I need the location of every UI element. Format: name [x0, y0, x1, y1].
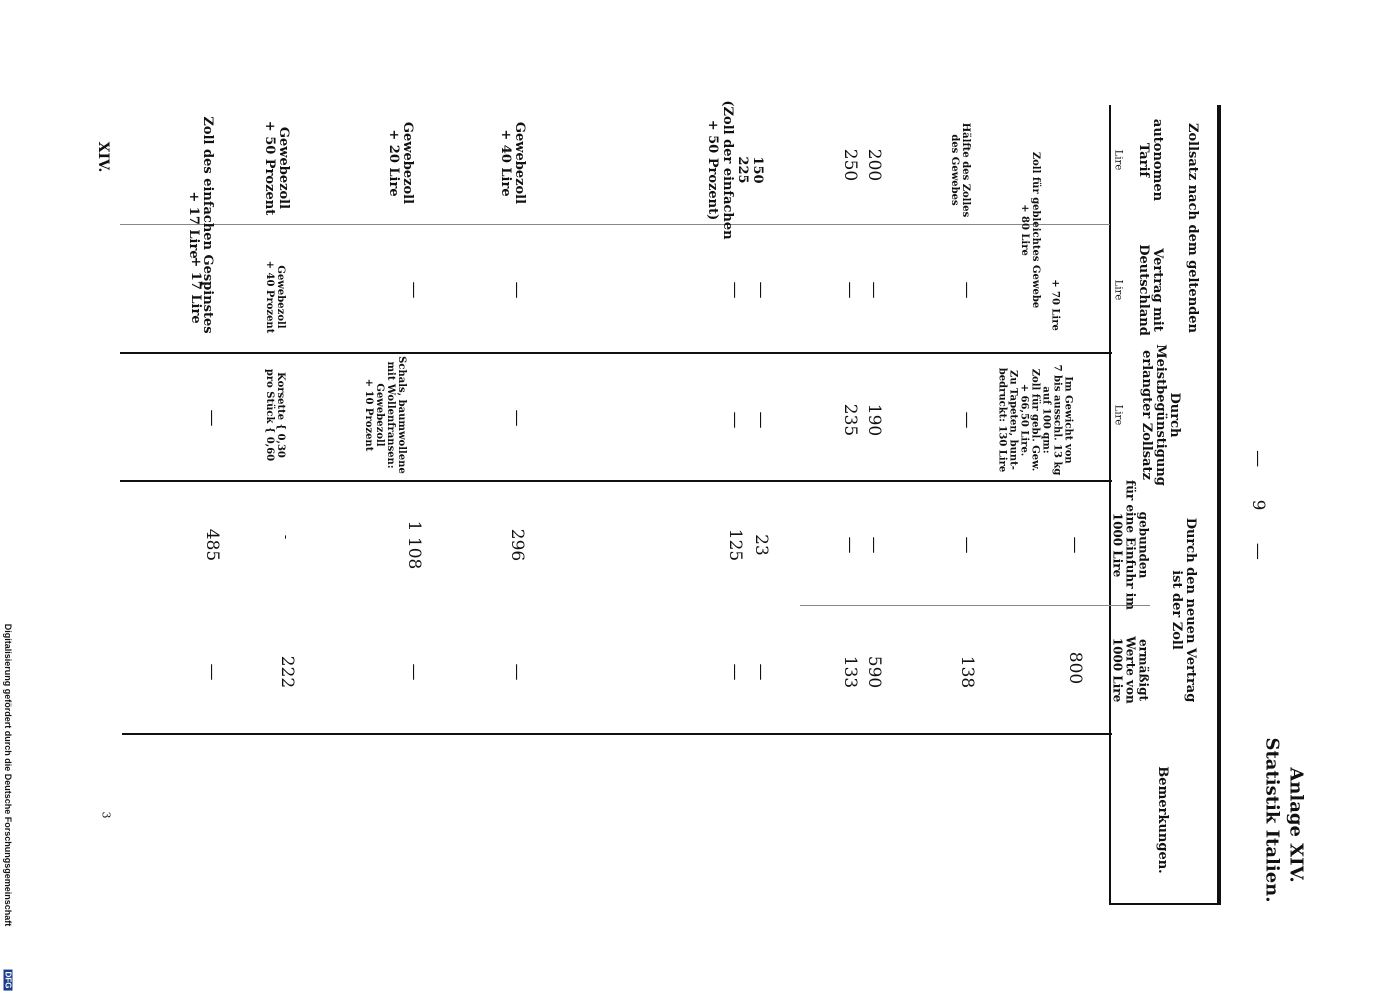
page-number: — 9 — [1248, 450, 1268, 560]
col-divider-2 [120, 480, 1112, 482]
row-5-autonomous: Gewebezoll + 20 Lire [386, 121, 415, 205]
row-7-reduced: — [202, 663, 222, 681]
row-2-bound: — — [840, 536, 884, 554]
row-2-reduced: 590 133 [840, 655, 884, 689]
row-3-bound: 23 125 [725, 528, 771, 562]
col-divider-1 [120, 352, 1112, 354]
header-reduced: ermäßigt Werte von 1000 Lire [1110, 636, 1151, 704]
row-3-reduced: — — [725, 663, 771, 681]
row-5-treaty: — [404, 281, 424, 299]
header-remarks: Bemerkungen. [1155, 766, 1170, 874]
row-5-reduced: — [404, 663, 424, 681]
unit-treaty: Lire [1112, 279, 1124, 301]
row-3-treaty: — — [725, 281, 771, 299]
header-treaty-de: Vertrag mit Deutschland [1136, 244, 1165, 336]
row-3-autonomous: 150 225 (Zoll der einfachen + 50 Prozent) [705, 100, 765, 240]
sheet-number: 3 [99, 811, 113, 819]
col-divider-3 [122, 733, 1112, 735]
table-top-rule [1217, 105, 1221, 905]
header-autonomous: autonomen Tarif [1136, 118, 1165, 202]
row-6-autonomous: Gewebezoll + 50 Prozent [262, 120, 291, 216]
row-3-mfn: — — [725, 411, 771, 429]
row-1-reduced: 138 [957, 655, 977, 689]
thin-divider-autonomous [120, 224, 1110, 225]
row-2-treaty: — — [840, 281, 884, 299]
sheet-mark: XIV. [95, 141, 111, 173]
unit-mfn: Lire [1112, 404, 1124, 426]
row-0-bound: — [1065, 536, 1085, 554]
row-7-treaty: + 17 Lire [188, 256, 203, 324]
row-1-treaty: — [957, 281, 977, 299]
table-right-rule [1109, 903, 1221, 905]
row-0-autonomous: Zoll für gebleichtes Gewebe + 80 Lire [1019, 151, 1041, 309]
row-0-treaty: + 70 Lire [1049, 279, 1061, 331]
row-4-treaty: — [507, 281, 527, 299]
row-2-mfn: 190 235 [840, 403, 884, 437]
page-subtitle: Statistik Italien. [1261, 737, 1283, 903]
row-4-mfn: — [507, 409, 527, 427]
row-1-autonomous: Hälfte des Zolles des Gewebes [949, 122, 971, 218]
dfg-logo: DFG [3, 971, 13, 989]
row-1-bound: — [957, 536, 977, 554]
row-6-treaty: Gewebezoll + 40 Prozent [264, 260, 286, 334]
row-4-autonomous: Gewebezoll + 40 Lire [498, 121, 527, 205]
header-group-new: Durch den neuen Vertrag ist der Zoll [1169, 517, 1198, 703]
header-mfn: Durch Meistbegünstigung erlangter Zollsatz [1139, 344, 1182, 486]
row-5-mfn: Schals, baumwollene mit Wollenfransen: Gewebezoll + 10 Prozent [363, 356, 407, 474]
row-1-mfn: — [957, 411, 977, 429]
row-0-mfn: Im Gewicht von 7 bis ausschl. 13 kg auf 100 qm: Zoll für gebl. Gew. + 66,50 Lire. Zu Tapeten, bunt- bedruckt: 130 Lire [996, 364, 1074, 476]
row-4-bound: 296 [507, 528, 527, 562]
row-0-reduced: 800 [1065, 651, 1085, 685]
row-7-bound: 485 [202, 528, 222, 562]
row-6-mfn: Korsette { 0,30 pro Stück { 0,60 [264, 368, 286, 462]
digitization-note: Digitalisierung gefördert durch die Deutsche Forschungsgemeinschaft [3, 623, 13, 927]
row-7-mfn: — [202, 409, 222, 427]
row-2-autonomous: 200 250 [840, 148, 884, 182]
appendix-title: Anlage XIV. [1285, 767, 1307, 883]
unit-autonomous: Lire [1112, 149, 1124, 171]
row-6-bound: - [278, 534, 293, 540]
header-bound: gebunden für eine Einfuhr im 1000 Lire [1110, 480, 1151, 610]
row-4-reduced: — [507, 663, 527, 681]
row-5-bound: 1 108 [404, 520, 424, 570]
thin-divider-new [800, 605, 1150, 606]
row-6-reduced: 222 [277, 655, 297, 689]
header-group-current: Zollsatz nach dem geltenden [1185, 123, 1200, 333]
row-7-autonomous: Zoll des einfachen Gespinstes + 17 Lire [186, 116, 215, 334]
